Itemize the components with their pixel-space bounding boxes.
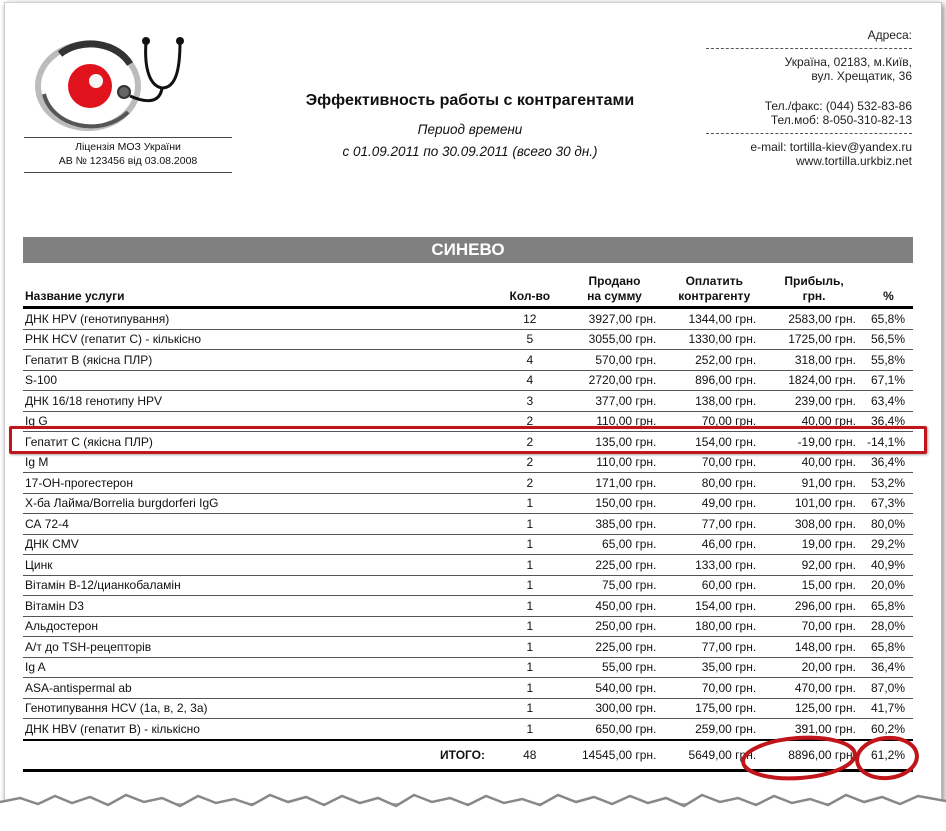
col-header-sold-2: на сумму — [587, 289, 642, 303]
row-qty: 5 — [495, 329, 565, 350]
row-name: Гепатит С (якісна ПЛР) — [23, 432, 495, 453]
row-profit: 1824,00 грн. — [764, 370, 864, 391]
row-sold: 570,00 грн. — [565, 350, 665, 371]
row-qty: 4 — [495, 350, 565, 371]
row-pay: 138,00 грн. — [664, 391, 764, 412]
row-sold: 225,00 грн. — [565, 637, 665, 658]
col-header-pct: % — [864, 270, 913, 308]
row-profit: 15,00 грн. — [764, 575, 864, 596]
row-pct: 60,2% — [864, 719, 913, 740]
section-banner: СИНЕВО — [23, 237, 913, 263]
row-pay: 70,00 грн. — [664, 678, 764, 699]
row-profit: 318,00 грн. — [764, 350, 864, 371]
row-profit: 391,00 грн. — [764, 719, 864, 740]
row-profit: 2583,00 грн. — [764, 308, 864, 330]
row-pct: 36,4% — [864, 657, 913, 678]
row-qty: 1 — [495, 555, 565, 576]
col-header-qty: Кол-во — [495, 270, 565, 308]
row-sold: 65,00 грн. — [565, 534, 665, 555]
table-row — [23, 350, 913, 371]
row-qty: 4 — [495, 370, 565, 391]
row-pct: 41,7% — [864, 698, 913, 719]
report-title: Эффективность работы с контрагентами — [305, 92, 635, 109]
license-line2: АВ № 123456 від 03.08.2008 — [58, 155, 198, 167]
total-pct: 61,2% — [864, 740, 913, 771]
row-pay: 133,00 грн. — [664, 555, 764, 576]
col-header-profit-2: грн. — [802, 289, 826, 303]
row-profit: 40,00 грн. — [764, 411, 864, 432]
phone-mobile: Тел.моб: 8-050-310-82-13 — [770, 113, 912, 127]
phone-fax: Тел./факс: (044) 532-83-86 — [764, 99, 912, 113]
table-row — [23, 370, 913, 391]
row-pay: 180,00 грн. — [664, 616, 764, 637]
period-value: с 01.09.2011 по 30.09.2011 (всего 30 дн.) — [342, 144, 598, 159]
email: e-mail: tortilla-kiev@yandex.ru — [750, 140, 912, 154]
row-name: S-100 — [23, 370, 495, 391]
row-name: ДНК HPV (генотипування) — [23, 308, 495, 330]
row-sold: 110,00 грн. — [565, 411, 665, 432]
row-pct: 63,4% — [864, 391, 913, 412]
row-profit: 239,00 грн. — [764, 391, 864, 412]
row-sold: 3055,00 грн. — [565, 329, 665, 350]
row-profit: 40,00 грн. — [764, 452, 864, 473]
row-profit: 308,00 грн. — [764, 514, 864, 535]
row-name: ДНК 16/18 генотипу HPV — [23, 391, 495, 412]
row-sold: 540,00 грн. — [565, 678, 665, 699]
row-pct: 20,0% — [864, 575, 913, 596]
row-name: Генотипування HCV (1а, в, 2, 3а) — [23, 698, 495, 719]
row-sold: 171,00 грн. — [565, 473, 665, 494]
license-line1: Ліцензія МОЗ України — [75, 141, 181, 153]
row-pct: 67,3% — [864, 493, 913, 514]
row-sold: 300,00 грн. — [565, 698, 665, 719]
total-sold: 14545,00 грн. — [565, 740, 665, 771]
col-header-sold — [565, 270, 665, 308]
row-profit: 470,00 грн. — [764, 678, 864, 699]
row-pay: 77,00 грн. — [664, 637, 764, 658]
address-line1: Україна, 02183, м.Київ, — [784, 55, 912, 69]
row-pct: 36,4% — [864, 411, 913, 432]
row-qty: 1 — [495, 493, 565, 514]
divider — [706, 48, 912, 49]
row-pay: 80,00 грн. — [664, 473, 764, 494]
row-name: А/т до TSH-рецепторів — [23, 637, 495, 658]
total-qty: 48 — [495, 740, 565, 771]
col-header-pay-2: контрагенту — [678, 289, 751, 303]
table-row — [23, 575, 913, 596]
row-sold: 377,00 грн. — [565, 391, 665, 412]
row-qty: 1 — [495, 514, 565, 535]
row-name: Альдостерон — [23, 616, 495, 637]
row-pay: 46,00 грн. — [664, 534, 764, 555]
highlight-ellipse-pct — [852, 732, 922, 784]
row-sold: 135,00 грн. — [565, 432, 665, 453]
row-pct: 36,4% — [864, 452, 913, 473]
row-pay: 70,00 грн. — [664, 411, 764, 432]
row-name: Гепатит В (якісна ПЛР) — [23, 350, 495, 371]
row-pay: 259,00 грн. — [664, 719, 764, 740]
row-qty: 1 — [495, 575, 565, 596]
row-pay: 35,00 грн. — [664, 657, 764, 678]
table-row — [23, 493, 913, 514]
table-row — [23, 452, 913, 473]
row-profit: 91,00 грн. — [764, 473, 864, 494]
row-pct: 80,0% — [864, 514, 913, 535]
row-sold: 385,00 грн. — [565, 514, 665, 535]
row-pct: 67,1% — [864, 370, 913, 391]
row-qty: 2 — [495, 432, 565, 453]
row-pct: 29,2% — [864, 534, 913, 555]
row-sold: 3927,00 грн. — [565, 308, 665, 330]
table-row — [23, 514, 913, 535]
row-pct: -14,1% — [864, 432, 913, 453]
row-qty: 1 — [495, 657, 565, 678]
highlight-rectangle — [9, 426, 927, 454]
table-row — [23, 596, 913, 617]
row-profit: 70,00 грн. — [764, 616, 864, 637]
row-name: Х-ба Лайма/Borrelia burgdorferi IgG — [23, 493, 495, 514]
row-qty: 1 — [495, 596, 565, 617]
row-profit: 92,00 грн. — [764, 555, 864, 576]
spacer — [706, 83, 912, 99]
total-pay: 5649,00 грн. — [664, 740, 764, 771]
table-row — [23, 391, 913, 412]
row-profit: 1725,00 грн. — [764, 329, 864, 350]
row-qty: 1 — [495, 637, 565, 658]
row-pct: 28,0% — [864, 616, 913, 637]
row-profit: 19,00 грн. — [764, 534, 864, 555]
row-pay: 154,00 грн. — [664, 596, 764, 617]
table-row — [23, 473, 913, 494]
row-pct: 53,2% — [864, 473, 913, 494]
website: www.tortilla.urkbiz.net — [795, 154, 912, 168]
stethoscope-logo-icon — [30, 34, 190, 144]
row-pct: 65,8% — [864, 596, 913, 617]
row-name: РНК HCV (гепатит С) - кількісно — [23, 329, 495, 350]
address-line2: вул. Хрещатик, 36 — [811, 69, 912, 83]
row-pct: 65,8% — [864, 637, 913, 658]
row-pay: 60,00 грн. — [664, 575, 764, 596]
license-info — [24, 137, 232, 173]
address-label: Адреса: — [867, 28, 912, 42]
table-header-row — [23, 270, 913, 308]
row-sold: 450,00 грн. — [565, 596, 665, 617]
report-header — [250, 92, 690, 163]
services-table — [23, 270, 913, 772]
row-name: Вітамін В-12/цианкобаламін — [23, 575, 495, 596]
row-name: ASA-antispermal ab — [23, 678, 495, 699]
table-row — [23, 555, 913, 576]
row-sold: 55,00 грн. — [565, 657, 665, 678]
row-qty: 3 — [495, 391, 565, 412]
row-qty: 1 — [495, 678, 565, 699]
row-qty: 12 — [495, 308, 565, 330]
row-pay: 1330,00 грн. — [664, 329, 764, 350]
table-body — [23, 308, 913, 740]
row-sold: 110,00 грн. — [565, 452, 665, 473]
row-pay: 70,00 грн. — [664, 452, 764, 473]
row-pct: 65,8% — [864, 308, 913, 330]
row-pct: 40,9% — [864, 555, 913, 576]
row-qty: 2 — [495, 452, 565, 473]
row-name: Ig G — [23, 411, 495, 432]
row-name: Ig A — [23, 657, 495, 678]
row-pct: 55,8% — [864, 350, 913, 371]
table-row — [23, 534, 913, 555]
row-pay: 896,00 грн. — [664, 370, 764, 391]
row-pay: 49,00 грн. — [664, 493, 764, 514]
total-label: ИТОГО: — [23, 740, 495, 771]
total-profit: 8896,00 грн. — [764, 740, 864, 771]
row-profit: 20,00 грн. — [764, 657, 864, 678]
row-sold: 250,00 грн. — [565, 616, 665, 637]
col-header-pay — [664, 270, 764, 308]
row-name: ДНК CMV — [23, 534, 495, 555]
row-name: Цинк — [23, 555, 495, 576]
table-row — [23, 657, 913, 678]
row-profit: 296,00 грн. — [764, 596, 864, 617]
row-pay: 252,00 грн. — [664, 350, 764, 371]
row-sold: 75,00 грн. — [565, 575, 665, 596]
highlight-ellipse-profit — [738, 732, 860, 784]
row-qty: 1 — [495, 719, 565, 740]
row-pct: 87,0% — [864, 678, 913, 699]
row-name: ДНК HBV (гепатит В) - кількісно — [23, 719, 495, 740]
table-row — [23, 329, 913, 350]
table-row — [23, 678, 913, 699]
row-qty: 1 — [495, 616, 565, 637]
contact-block — [706, 28, 912, 168]
row-qty: 1 — [495, 698, 565, 719]
row-profit: 125,00 грн. — [764, 698, 864, 719]
period-label: Период времени — [417, 122, 523, 137]
row-qty: 2 — [495, 411, 565, 432]
row-pay: 77,00 грн. — [664, 514, 764, 535]
col-header-name: Название услуги — [23, 270, 495, 308]
row-sold: 150,00 грн. — [565, 493, 665, 514]
row-sold: 650,00 грн. — [565, 719, 665, 740]
row-pct: 56,5% — [864, 329, 913, 350]
row-pay: 154,00 грн. — [664, 432, 764, 453]
col-header-profit — [764, 270, 864, 308]
row-qty: 2 — [495, 473, 565, 494]
table-row — [23, 637, 913, 658]
row-pay: 175,00 грн. — [664, 698, 764, 719]
table-row — [23, 698, 913, 719]
row-name: 17-ОН-прогестерон — [23, 473, 495, 494]
col-header-sold-1: Продано — [588, 274, 641, 288]
divider — [706, 133, 912, 134]
row-name: Вітамін D3 — [23, 596, 495, 617]
col-header-pay-1: Оплатить — [685, 274, 743, 288]
torn-edge — [0, 780, 946, 831]
table-row — [23, 616, 913, 637]
row-sold: 225,00 грн. — [565, 555, 665, 576]
row-profit: -19,00 грн. — [764, 432, 864, 453]
row-qty: 1 — [495, 534, 565, 555]
row-name: Ig M — [23, 452, 495, 473]
row-name: СА 72-4 — [23, 514, 495, 535]
row-pay: 1344,00 грн. — [664, 308, 764, 330]
row-profit: 148,00 грн. — [764, 637, 864, 658]
col-header-profit-1: Прибыль, — [784, 274, 844, 288]
row-sold: 2720,00 грн. — [565, 370, 665, 391]
table-row — [23, 308, 913, 330]
row-profit: 101,00 грн. — [764, 493, 864, 514]
